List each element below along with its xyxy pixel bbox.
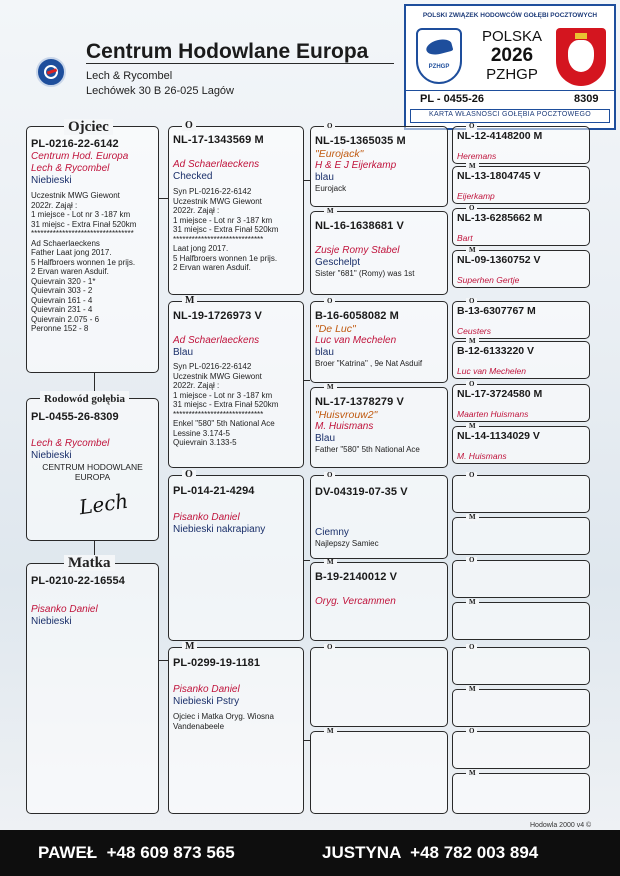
gen5-sex: M xyxy=(466,423,479,430)
fmf-notes: Broer "Katrina" , 9e Nat Asduif xyxy=(315,359,423,368)
gen5-breeder: Maarten Huismans xyxy=(457,409,529,419)
eagle-crown-icon xyxy=(575,33,587,39)
ffm-color: Geschelpt xyxy=(315,257,361,268)
software-credit: Hodowla 2000 v4 © xyxy=(530,822,592,829)
card-year: 2026 xyxy=(490,45,534,66)
mother-card xyxy=(26,563,159,814)
gen5-card xyxy=(452,384,590,422)
mff-sex: O xyxy=(324,472,335,479)
ff-notes: Syn PL-0216-22-6142 Uczestnik MWG Giewont 2022r. Zajął : 1 miejsce - Lot nr 3 -187 km 31 miejsc - Extra Finał 520km ***************************** Laat jong 2017. 5 Halfbroers wonnen 1e prijs. 2 Ervan waren Asduif. xyxy=(173,187,279,272)
fmf-breeder: Luc van Mechelen xyxy=(315,335,397,346)
ff-card xyxy=(168,126,304,295)
father-label: Ojciec xyxy=(64,119,113,135)
gen5-sex: M xyxy=(466,163,479,170)
mff-ring: DV-04319-07-35 V xyxy=(315,486,408,498)
header-rule xyxy=(86,63,394,64)
fm-card xyxy=(168,301,304,468)
eagle-body-icon xyxy=(568,40,594,72)
gen5-sex: M xyxy=(466,514,479,521)
gen5-sex: O xyxy=(466,557,477,564)
fff-card xyxy=(310,126,448,207)
gen5-card xyxy=(452,602,590,640)
fmf-card xyxy=(310,301,448,383)
gen5-breeder: Heremans xyxy=(457,151,497,161)
ownership-card xyxy=(404,4,616,130)
gen5-card xyxy=(452,517,590,555)
subject-breeder: Lech & Rycombel xyxy=(31,438,110,449)
mm-notes: Ojciec i Matka Oryg. Wiosna Vandenabeele xyxy=(173,712,274,731)
contact-bar xyxy=(0,830,620,876)
gen5-breeder: Ceusters xyxy=(457,326,492,336)
mm-color: Niebieski Pstry xyxy=(173,696,240,707)
mm-ring: PL-0299-19-1181 xyxy=(173,657,261,669)
gen5-ring: NL-12-4148200 M xyxy=(457,130,543,142)
gen5-ring: NL-09-1360752 V xyxy=(457,254,541,266)
gen5-sex: O xyxy=(466,472,477,479)
card-logo xyxy=(416,28,462,84)
gen5-breeder: Superhen Gertje xyxy=(457,275,520,285)
ffm-ring: NL-16-1638681 V xyxy=(315,220,404,232)
gen5-sex: O xyxy=(466,123,477,130)
mmf-card xyxy=(310,647,448,727)
mf-color: Niebieski nakrapiany xyxy=(173,524,266,535)
gen5-card xyxy=(452,126,590,164)
mm-sex: M xyxy=(182,642,197,652)
card-footer-text: KARTA WŁASNOŚCI GOŁĘBIA POCZTOWEGO xyxy=(429,111,591,118)
fff-color: blau xyxy=(315,172,334,183)
gen5-card xyxy=(452,647,590,685)
gen5-sex: O xyxy=(466,205,477,212)
subject-ring: PL-0455-26-8309 xyxy=(31,411,119,423)
connector xyxy=(304,560,310,561)
card-divider xyxy=(406,90,614,91)
mfm-breeder: Oryg. Vercammen xyxy=(315,596,396,607)
mf-ring: PL-014-21-4294 xyxy=(173,485,255,497)
card-association: POLSKI ZWIĄZEK HODOWCÓW GOŁĘBI POCZTOWYCH xyxy=(422,12,598,19)
mmm-sex: M xyxy=(324,728,337,735)
ffm-sex: M xyxy=(324,208,337,215)
mm-card xyxy=(168,647,304,814)
mff-notes: Najlepszy Samiec xyxy=(315,539,379,548)
gen5-card xyxy=(452,208,590,246)
gen5-sex: M xyxy=(466,770,479,777)
ffm-card xyxy=(310,211,448,295)
gen5-breeder: Luc van Mechelen xyxy=(457,366,526,376)
subject-centre: CENTRUM HODOWLANE EUROPA xyxy=(42,462,143,482)
mf-card xyxy=(168,475,304,641)
subject-label: Rodowód gołębia xyxy=(40,391,129,407)
subject-color: Niebieski xyxy=(31,450,72,461)
father-breeder: Lech & Rycombel xyxy=(31,163,110,174)
father-card xyxy=(26,126,159,373)
mother-breeder: Pisanko Daniel xyxy=(31,604,98,615)
ff-ring: NL-17-1343569 M xyxy=(173,134,264,146)
gen5-sex: O xyxy=(466,644,477,651)
gen5-sex: M xyxy=(466,599,479,606)
signature: Lech xyxy=(77,488,130,520)
fm-sex: M xyxy=(182,296,197,306)
gen5-ring: B-12-6133220 V xyxy=(457,345,535,357)
fmf-sex: O xyxy=(324,298,335,305)
gen5-sex: O xyxy=(466,381,477,388)
father-color: Niebieski xyxy=(31,175,72,186)
mm-breeder: Pisanko Daniel xyxy=(173,684,240,695)
owner-address: Lechówek 30 B 26-025 Lagów xyxy=(86,85,234,97)
card-logo-text: PZHGP xyxy=(428,64,450,70)
mff-card xyxy=(310,475,448,559)
gen5-sex: O xyxy=(466,728,477,735)
ff-sex: O xyxy=(182,121,196,131)
mfm-card xyxy=(310,562,448,641)
dove-icon xyxy=(425,37,454,57)
mmf-sex: O xyxy=(324,644,335,651)
connector xyxy=(158,198,168,199)
gen5-card xyxy=(452,689,590,727)
mf-sex: O xyxy=(182,470,196,480)
gen5-card xyxy=(452,301,590,339)
fff-ring: NL-15-1365035 M xyxy=(315,135,406,147)
gen5-ring: B-13-6307767 M xyxy=(457,305,536,317)
card-number: 8309 xyxy=(574,93,599,105)
fmm-ring: NL-17-1378279 V xyxy=(315,396,404,408)
gen5-card xyxy=(452,475,590,513)
owner-name: Lech & Rycombel xyxy=(86,70,173,82)
fmm-name: "Huisvrouw2" xyxy=(315,409,378,421)
header-logo xyxy=(36,57,66,87)
fmf-color: blau xyxy=(315,347,334,358)
fmm-sex: M xyxy=(324,384,337,391)
gen5-card xyxy=(452,773,590,814)
eagle-emblem-icon xyxy=(556,28,606,86)
mf-breeder: Pisanko Daniel xyxy=(173,512,240,523)
fmf-ring: B-16-6058082 M xyxy=(315,310,399,322)
gen5-card xyxy=(452,731,590,769)
contact-pawel: PAWEŁ +48 609 873 565 xyxy=(38,843,235,862)
card-country: POLSKA xyxy=(481,28,543,45)
connector xyxy=(158,660,168,661)
fmm-breeder: M. Huismans xyxy=(315,421,374,432)
gen5-sex: M xyxy=(466,247,479,254)
gen5-breeder: M. Huismans xyxy=(457,451,507,461)
gen5-ring: NL-13-6285662 M xyxy=(457,212,543,224)
fff-name: "Eurojack" xyxy=(315,148,364,160)
gen5-breeder: Eijerkamp xyxy=(457,191,495,201)
gen5-breeder: Bart xyxy=(457,233,473,243)
father-name: Centrum Hod. Europa xyxy=(31,151,129,162)
gen5-card xyxy=(452,250,590,288)
mfm-ring: B-19-2140012 V xyxy=(315,571,398,583)
subject-card xyxy=(26,398,159,541)
card-ring: PL - 0455-26 xyxy=(420,93,485,105)
gen5-ring: NL-17-3724580 M xyxy=(457,388,543,400)
mother-label: Matka xyxy=(64,555,115,571)
gen5-sex: M xyxy=(466,686,479,693)
gen5-ring: NL-13-1804745 V xyxy=(457,170,541,182)
fm-breeder: Ad Schaerlaeckens xyxy=(173,335,260,346)
fmm-color: Blau xyxy=(315,433,336,444)
fff-sex: O xyxy=(324,123,335,130)
fm-notes: Syn PL-0216-22-6142 Uczestnik MWG Giewont 2022r. Zajął : 1 miejsce - Lot nr 3 -187 km 31 miejsc - Extra Finał 520km ***************************** Enkel "580" 5th National Ace Lessine 3.174-5 Quievrain 3.133-5 xyxy=(173,362,279,447)
father-ring: PL-0216-22-6142 xyxy=(31,138,119,150)
card-org: PZHGP xyxy=(486,66,538,83)
mff-color: Ciemny xyxy=(315,527,349,538)
fff-notes: Eurojack xyxy=(315,184,347,193)
ffm-breeder: Zusje Romy Stabel xyxy=(315,245,400,256)
mother-ring: PL-0210-22-16554 xyxy=(31,575,125,587)
ff-color: Checked xyxy=(173,171,213,182)
fmm-card xyxy=(310,387,448,468)
gen5-ring: NL-14-1134029 V xyxy=(457,430,540,442)
fmm-notes: Father "580" 5th National Ace xyxy=(315,445,420,454)
fm-ring: NL-19-1726973 V xyxy=(173,310,262,322)
fff-breeder: H & E J Eijerkamp xyxy=(315,160,397,171)
gen5-card xyxy=(452,560,590,598)
connector xyxy=(304,380,310,381)
fmf-name: "De Luc" xyxy=(315,323,356,335)
contact-justyna: JUSTYNA +48 782 003 894 xyxy=(322,843,539,862)
gen5-card xyxy=(452,426,590,464)
gen5-sex: O xyxy=(466,298,477,305)
fm-color: Blau xyxy=(173,347,194,358)
gen5-sex: M xyxy=(466,338,479,345)
gen5-card xyxy=(452,341,590,379)
mother-color: Niebieski xyxy=(31,616,72,627)
father-notes: Uczestnik MWG Giewont 2022r. Zajął : 1 miejsce - Lot nr 3 -187 km 31 miejsc - Extra Finał 520km ********************************* Ad Schaerlaeckens Father Laat jong 2017. 5 Halfbroers wonnen 1e prijs. 2 Ervan waren Asduif. Quievrain 320 - 1* Quievrain 303 - 2 Quievrain 161 - 4 Quievrain 231 - 4 Quievrain 2.075 - 6 Peronne 152 - 8 xyxy=(31,191,137,333)
ff-breeder: Ad Schaerlaeckens xyxy=(173,159,260,170)
mmm-card xyxy=(310,731,448,814)
gen5-card xyxy=(452,166,590,204)
page-title: Centrum Hodowlane Europa xyxy=(86,40,369,63)
mfm-sex: M xyxy=(324,559,337,566)
ffm-notes: Sister "681" (Romy) was 1st xyxy=(315,269,415,278)
